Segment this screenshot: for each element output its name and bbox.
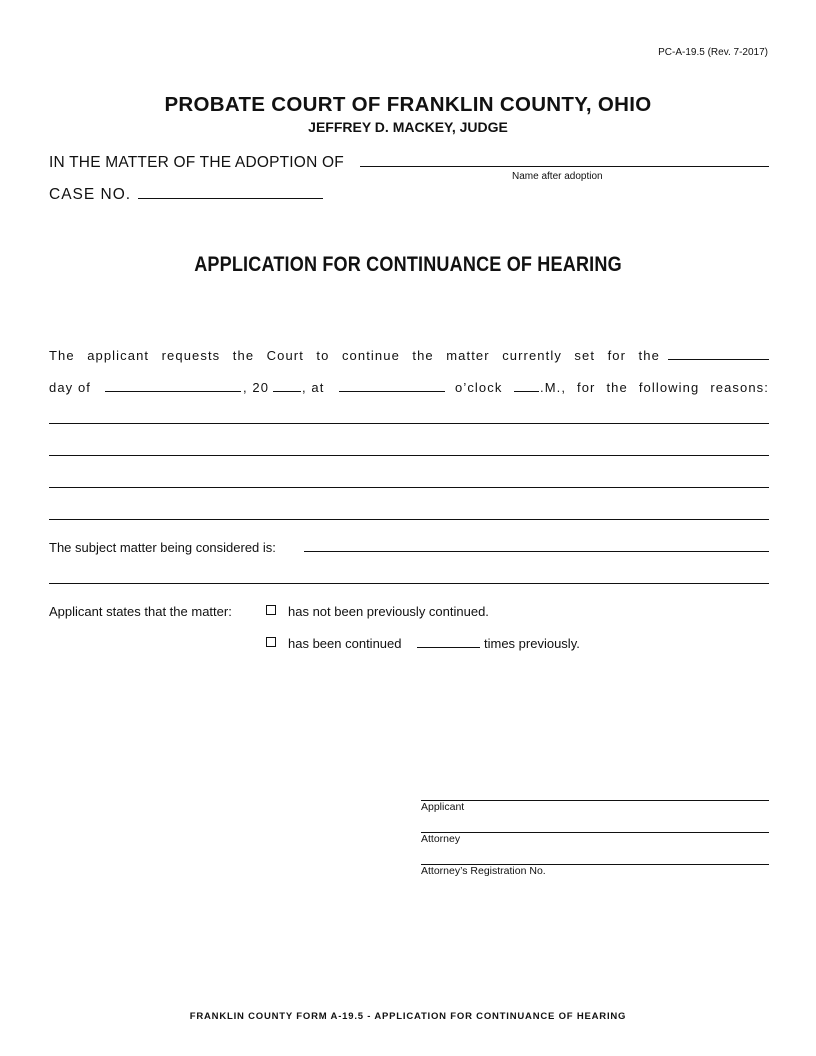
reason-line-1[interactable] <box>49 423 769 424</box>
request-line-1 <box>49 348 660 363</box>
meridiem-field[interactable] <box>514 391 539 392</box>
request-word: for <box>607 348 627 363</box>
form-number: PC-A-19.5 (Rev. 7-2017) <box>658 47 768 58</box>
request-word: The <box>49 348 75 363</box>
continued-checkbox[interactable] <box>266 637 276 647</box>
applicant-caption: Applicant <box>421 801 465 813</box>
request-word: the <box>232 348 255 363</box>
request-word: matter <box>446 348 490 363</box>
subject-matter-field[interactable] <box>304 551 769 552</box>
judge-name: JEFFREY D. MACKEY, JUDGE <box>308 119 508 135</box>
registration-caption: Attorney’s Registration No. <box>421 865 546 877</box>
reasons-word: for <box>577 380 596 395</box>
reason-line-2[interactable] <box>49 455 769 456</box>
subject-matter-label: The subject matter being considered is: <box>49 540 276 555</box>
request-word: Court <box>266 348 304 363</box>
request-word: continue <box>341 348 400 363</box>
meridiem-suffix: .M., <box>540 380 567 395</box>
times-continued-field[interactable] <box>417 647 480 648</box>
oclock-label: o’clock <box>455 380 503 395</box>
not-continued-label: has not been previously continued. <box>288 604 489 619</box>
hearing-day-field[interactable] <box>668 359 769 360</box>
reasons-word: following <box>638 380 700 395</box>
day-of-label: day of <box>49 380 92 395</box>
name-after-adoption-caption: Name after adoption <box>512 171 603 182</box>
at-label: , at <box>302 380 325 395</box>
case-number-field[interactable] <box>138 198 323 199</box>
attorney-caption: Attorney <box>421 833 461 845</box>
status-label: Applicant states that the matter: <box>49 604 232 619</box>
request-word: applicant <box>87 348 150 363</box>
reasons-phrase <box>577 380 769 395</box>
hearing-time-field[interactable] <box>339 391 445 392</box>
adoption-matter-label: IN THE MATTER OF THE ADOPTION OF <box>49 154 344 171</box>
court-name: PROBATE COURT OF FRANKLIN COUNTY, OHIO <box>164 93 652 116</box>
form-footer: FRANKLIN COUNTY FORM A-19.5 - APPLICATION FOR CONTINUANCE OF HEARING <box>189 1011 627 1022</box>
attorney-signature-line[interactable] <box>421 832 769 833</box>
request-word: to <box>316 348 330 363</box>
year-prefix: , 20 <box>243 380 270 395</box>
hearing-year-field[interactable] <box>273 391 301 392</box>
reasons-word: the <box>606 380 628 395</box>
reason-line-3[interactable] <box>49 487 769 488</box>
request-word: the <box>412 348 434 363</box>
not-continued-checkbox[interactable] <box>266 605 276 615</box>
reason-line-4[interactable] <box>49 519 769 520</box>
request-word: currently <box>502 348 562 363</box>
reasons-word: reasons: <box>710 380 769 395</box>
subject-matter-line-2[interactable] <box>49 583 769 584</box>
adoptee-name-field[interactable] <box>360 166 769 167</box>
continued-prefix-label: has been continued <box>288 636 402 651</box>
form-title: APPLICATION FOR CONTINUANCE OF HEARING <box>194 253 622 276</box>
case-number-label: CASE NO. <box>49 186 132 203</box>
applicant-signature-line[interactable] <box>421 800 769 801</box>
continued-suffix-label: times previously. <box>484 636 580 651</box>
request-word: the <box>638 348 660 363</box>
request-word: set <box>574 348 596 363</box>
hearing-month-field[interactable] <box>105 391 241 392</box>
request-word: requests <box>161 348 221 363</box>
